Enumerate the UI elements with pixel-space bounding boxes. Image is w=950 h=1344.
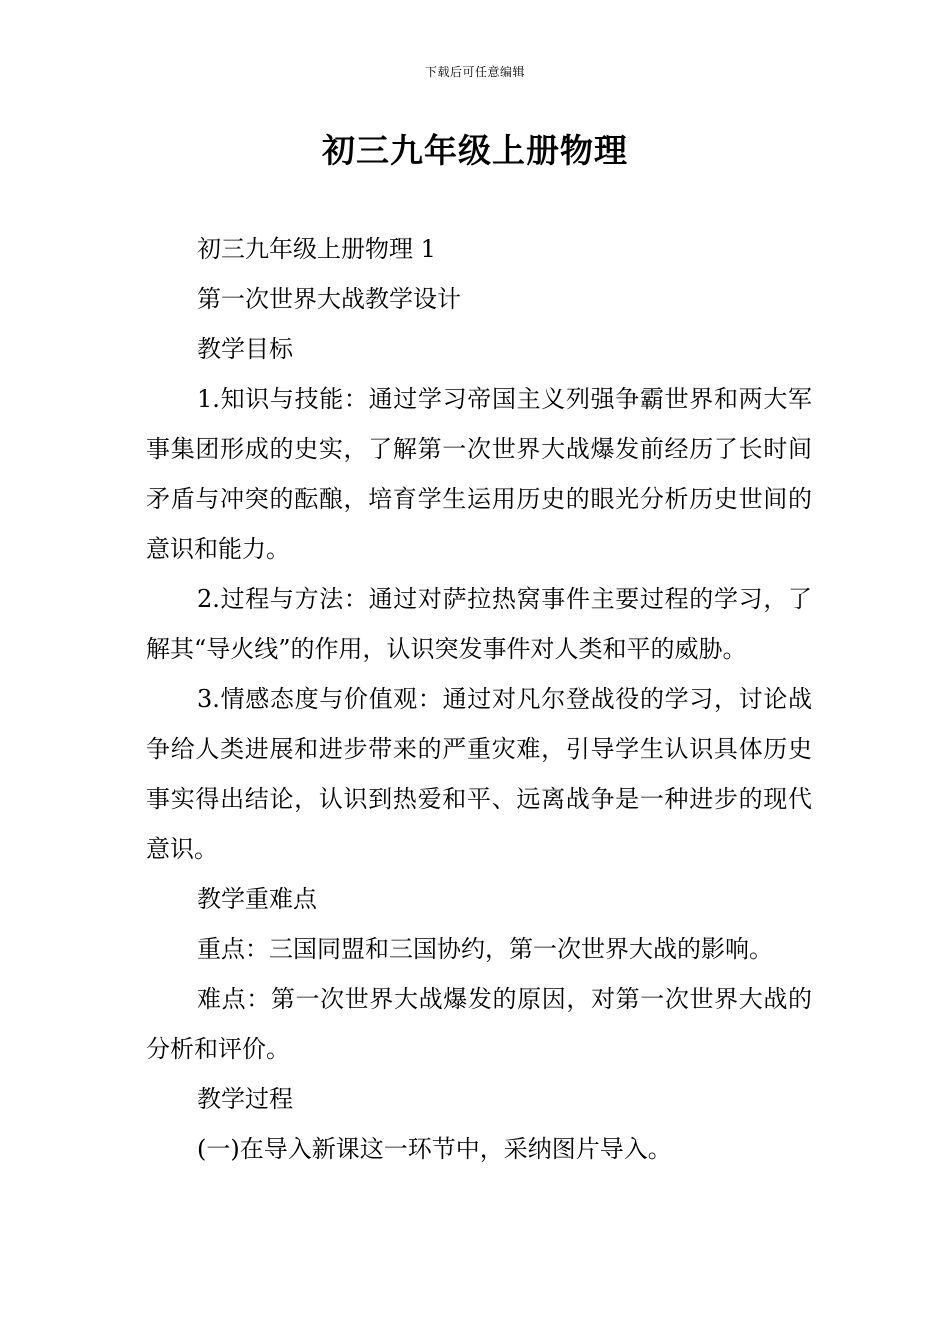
paragraph-objective-2: 2.过程与方法：通过对萨拉热窝事件主要过程的学习，了解其“导火线”的作用，认识突发事件对人类和平的威胁。 — [146, 585, 812, 663]
paragraph-key-point: 重点：三国同盟和三国协约，第一次世界大战的影响。 — [197, 935, 773, 963]
paragraph-section-heading: 教学过程 — [197, 1085, 293, 1113]
paragraph-objective-3: 3.情感态度与价值观：通过对凡尔登战役的学习，讨论战争给人类进展和进步带来的严重灾难，引导学生认识具体历史事实得出结论，认识到热爱和平、远离战争是一种进步的现代意识。 — [146, 685, 812, 863]
paragraph-section-heading: 教学重难点 — [197, 885, 317, 913]
document-body — [146, 224, 812, 1174]
paragraph-difficulty: 难点：第一次世界大战爆发的原因，对第一次世界大战的分析和评价。 — [146, 985, 812, 1063]
header-note: 下载后可任意编辑 — [424, 65, 525, 79]
paragraph-objective-1: 1.知识与技能：通过学习帝国主义列强争霸世界和两大军事集团形成的史实，了解第一次世界大战爆发前经历了长时间矛盾与冲突的酝酿，培育学生运用历史的眼光分析历史世间的意识和能力。 — [146, 385, 812, 563]
paragraph-process-step: (一)在导入新课这一环节中，采纳图片导入。 — [197, 1135, 672, 1163]
paragraph-subtitle: 初三九年级上册物理 1 — [197, 235, 436, 263]
paragraph-section-heading: 教学目标 — [197, 335, 293, 363]
page-title: 初三九年级上册物理 — [322, 131, 628, 170]
paragraph-lesson-title: 第一次世界大战教学设计 — [197, 285, 461, 313]
